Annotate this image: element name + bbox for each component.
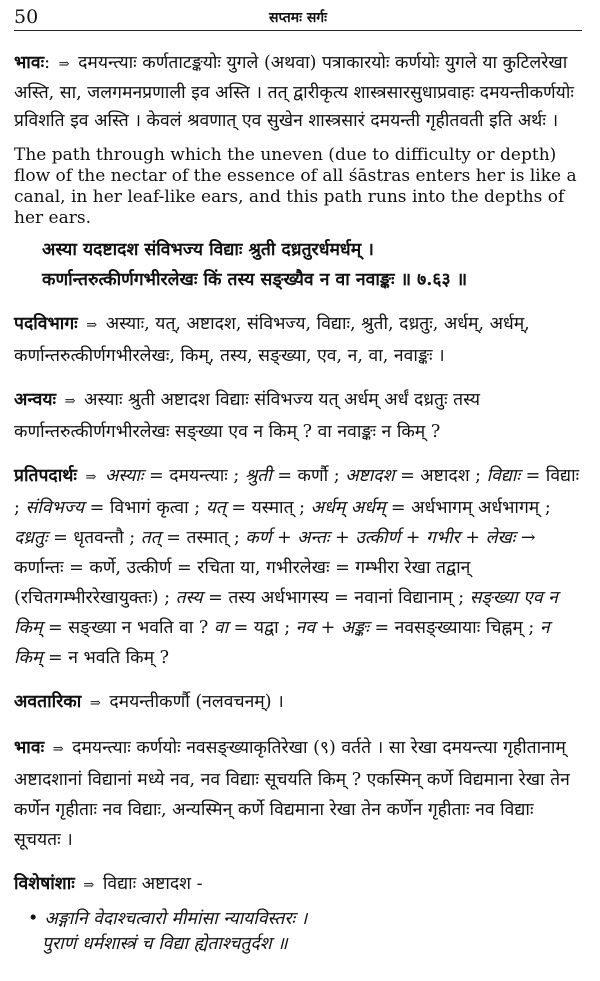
gloss-meaning: = धृतवन्तौ ; [47,528,141,548]
arrow-icon: ⇒ [58,57,70,72]
anvaya-text: अस्याः श्रुती अष्टादश विद्याः संविभज्य यत् अर्धम् अर्धं दध्रतुः तस्य कर्णान्तरुत्कीर्णगभीरलेखः सङ्ख्या एव न किम् ? वा नवाङ्कः न किम् ? [14,390,481,442]
pratipadartha-text [14,466,579,668]
bhava-paragraph-2 [14,733,582,855]
page-number: 50 [14,6,39,28]
page-header [14,0,582,31]
arrow-icon: ⇒ [83,878,95,893]
gloss-term: न किम् [14,618,550,668]
avatarika-text: दमयन्तीकर्णौ (नलवचनम्) । [109,692,284,712]
bhava-text: दमयन्त्याः कर्णयोः नवसङ्ख्याकृतिरेखा (९) वर्तते । सा रेखा दमयन्त्या गृहीतानाम् अष्टादशानां विद्यानां मध्ये नव, नव विद्याः सूचयति किम् ? एकस्मिन् कर्णे विद्यमाना रेखा तेन कर्णेन गृहीताः नव विद्याः, अन्यस्मिन् कर्णे विद्यमाना रेखा तेन कर्णेन गृहीताः नव विद्याः सूचयतः । [14,738,570,850]
gloss-term: यत् [205,498,226,518]
avatarika-paragraph [14,687,582,719]
bhava-paragraph-1: भावः: ⇒ दमयन्त्याः कर्णताटङ्कयोः युगले (अथवा) पत्राकारयोः कर्णयोः युगले या कुटिलरेखा अस्ति, सा, जलगमनप्रणाली इव अस्ति । तत् द्वारीकृत्य शास्त्रसारसुधाप्रवाहः दमयन्तीकर्णयोः प्रविशति इव अस्ति । केवलं श्रवणात् एव सुखेन शास्त्रसारं दमयन्ती गृहीतवती इति अर्थः । [14,53,574,131]
gloss-meaning: → कर्णान्तः = कर्णे, उत्कीर्ण = रचिता या, गभीरलेखः = गम्भीरा रेखा तद्वान् (रचितगम्भीररेखायुक्तः) ; [14,528,536,608]
gloss-term: दध्रतुः [14,528,48,548]
gloss-meaning: = सङ्ख्या न भवति वा ? [42,618,214,638]
gloss-term: संविभज्य [25,498,85,518]
gloss-meaning: = दमयन्त्याः ; [143,466,245,486]
quote-line-1: • अङ्गानि वेदाश्चत्वारो मीमांसा न्यायविस्तरः । [28,909,308,929]
gloss-term: श्रुती [244,466,272,486]
anvaya-label: अन्वयः [14,390,57,410]
gloss-meaning: = अष्टादश ; [394,466,487,486]
bhava-label: भावः [14,53,45,73]
gloss-meaning: = विभागं कृत्वा ; [84,498,206,518]
quote-line-2: पुराणं धर्मशास्त्रं च विद्या ह्येताश्चतुर्दश ॥ [42,934,288,954]
gloss-meaning: = यस्मात् ; [225,498,311,518]
shloka-quote [14,907,582,957]
visheshamsha-label: विशेषांशाः [14,874,75,894]
pratipadartha-label: प्रतिपदार्थः [14,466,77,486]
gloss-term: वा [213,618,229,638]
arrow-icon: ⇒ [89,696,101,711]
gloss-term: तत् [140,528,161,548]
avatarika-label: अवतारिका [14,692,82,712]
gloss-meaning: = तस्मात् ; [160,528,246,548]
verse-line-2: कर्णान्तरुत्कीर्णगभीरलेखः किं तस्य सङ्ख्यैव न वा नवाङ्कः ॥ ७.६३ ॥ [42,270,468,290]
arrow-icon: ⇒ [64,394,76,409]
padavibhaga-label: पदविभागः [14,314,78,334]
visheshamsha-paragraph [14,869,582,901]
gloss-meaning: = नवसङ्ख्यायाः चिह्नम् ; [368,618,540,638]
gloss-term: विद्याः [486,466,520,486]
bullet-icon: • [28,909,39,929]
visheshamsha-text: विद्याः अष्टादश - [102,874,203,894]
verse-block [14,235,582,295]
arrow-icon: ⇒ [86,318,98,333]
gloss-term: अर्धम् अर्धम् [310,498,386,518]
gloss-term: तस्य [175,588,203,608]
gloss-meaning: = अर्धभागम् अर्धभागम् ; [385,498,551,518]
gloss-term: अष्टादश [345,466,395,486]
bhava-text: दमयन्त्याः कर्णताटङ्कयोः युगले (अथवा) पत्राकारयोः कर्णयोः युगले या कुटिलरेखा अस्ति, सा, जलगमनप्रणाली इव अस्ति । तत् द्वारीकृत्य शास्त्रसारसुधाप्रवाहः दमयन्तीकर्णयोः प्रविशति इव अस्ति । केवलं श्रवणात् एव सुखेन शास्त्रसारं दमयन्ती गृहीतवती इति अर्थः । [14,53,574,131]
gloss-term: अस्याः [105,466,144,486]
padavibhaga-paragraph [14,309,582,371]
arrow-icon: ⇒ [52,742,64,757]
english-translation: The path through which the uneven (due to difficulty or depth) flow of the nectar of the essence of all śāstras enters her is like a canal, in her leaf-like ears, and this path runs into the depths of her ears. [14,145,577,228]
gloss-meaning: = विद्याः ; [14,466,580,518]
running-title: सप्तमः सर्गः [268,10,327,26]
gloss-meaning: = तस्य अर्धभागस्य = नवानां विद्यानाम् ; [202,588,470,608]
bhava-label: भावः [14,738,45,758]
gloss-term: नव + अङ्कः [295,618,369,638]
arrow-icon: ⇒ [85,470,97,485]
pratipadartha-paragraph [14,461,582,673]
verse-line-1: अस्या यदष्टादश संविभज्य विद्याः श्रुती दध्रतुरर्धमर्धम् । [42,240,374,260]
gloss-meaning: = कर्णौ ; [271,466,346,486]
gloss-meaning: = यद्वा ; [228,618,296,638]
gloss-term: सङ्ख्या एव न किम् [14,588,558,638]
padavibhaga-text: अस्याः, यत्, अष्टादश, संविभज्य, विद्याः, श्रुती, दध्रतुः, अर्धम्, अर्धम्, कर्णान्तरुत्कीर्णगभीरलेखः, किम्, तस्य, सङ्ख्या, एव, न, वा, नवाङ्कः । [14,314,530,366]
gloss-meaning: = न भवति किम् ? [42,648,169,668]
anvaya-paragraph [14,385,582,447]
gloss-term: कर्ण + अन्तः + उत्कीर्ण + गभीर + लेखः [245,528,516,548]
